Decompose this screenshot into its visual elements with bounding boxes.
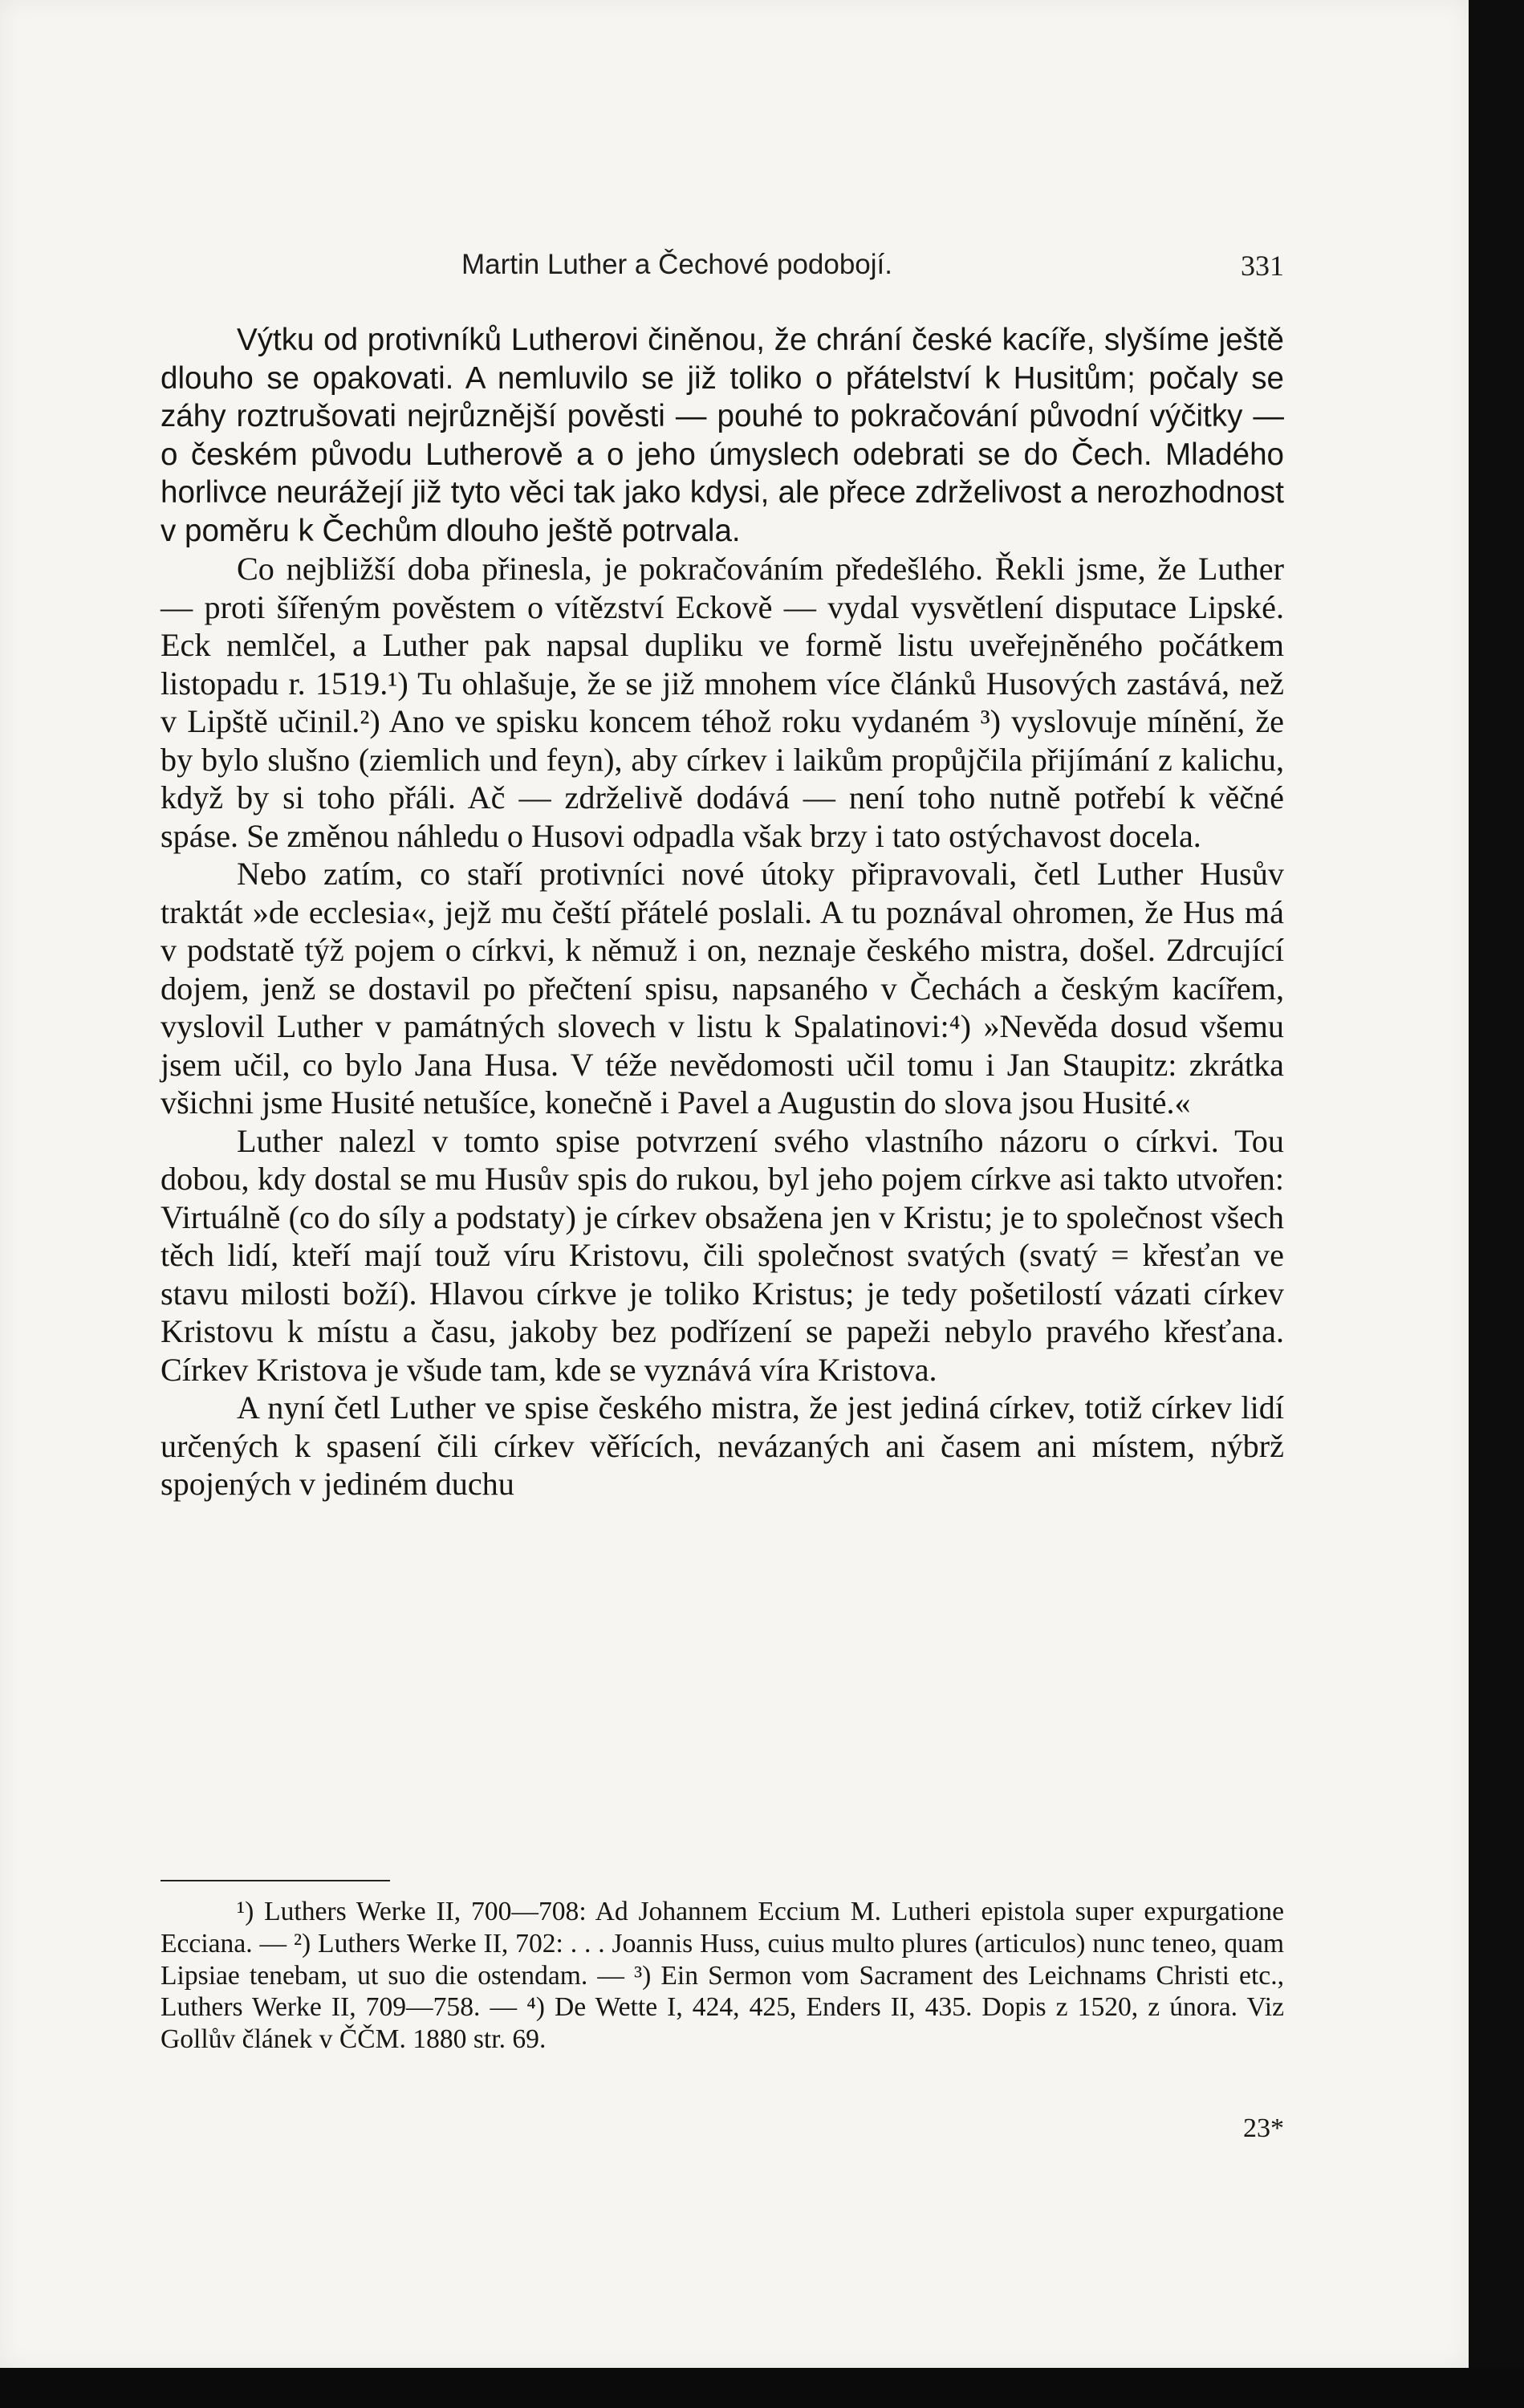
paragraph: Luther nalezl v tomto spise potvrzení svého vlastního názoru o církvi. Tou dobou, kdy dostal se mu Husův spis do rukou, byl jeho pojem církve asi takto utvořen: Virtuálně (co do síly a podstaty) je církev obsažena jen v Kristu; je to společnost všech těch lidí, kteří mají touž víru Kristovu, čili společnost svatých (svatý = křesťan ve stavu milosti boží). Hlavou církve je toliko Kristus; je tedy pošetilostí vázati církev Kristovu k místu a času, jakoby bez podřízení se papeži nebylo pravého křesťana. Církev Kristova je všude tam, kde se vyznává víra Kristova. <box>161 1122 1284 1388</box>
footnotes <box>161 1896 1284 2056</box>
paragraph: Výtku od protivníků Lutherovi činěnou, že chrání české kacíře, slyšíme ještě dlouho se opakovati. A nemluvilo se již toliko o přátelství k Husitům; počaly se záhy roztrušovati nejrůznější pověsti — pouhé to pokračování původní výčitky — o českém původu Lutherově a o jeho úmyslech odebrati se do Čech. Mladého horlivce neurážejí již tyto věci tak jako kdysi, ale přece zdrželivost a nerozhodnost v poměru k Čechům dlouho ještě potrvala. <box>161 323 1284 548</box>
page-number: 331 <box>1241 250 1284 282</box>
paragraph: Co nejbližší doba přinesla, je pokračováním předešlého. Řekli jsme, že Luther — proti šířeným pověstem o vítězství Eckově — vydal vysvětlení disputace Lipské. Eck nemlčel, a Luther pak napsal dupliku ve formě listu uveřejněného počátkem listopadu r. 1519.¹) Tu ohlašuje, že se již mnohem více článků Husových zastává, než v Lipště učinil.²) Ano ve spisku koncem téhož roku vydaném ³) vyslovuje mínění, že by bylo slušno (ziemlich und feyn), aby církev i laikům propůjčila přijímání z kalichu, když by si toho přáli. Ač — zdrželivě dodává — není toho nutně potřebí k věčné spáse. Se změnou náhledu o Husovi odpadla však brzy i tato ostýchavost docela. <box>161 551 1284 854</box>
scan-border-right <box>1469 0 1524 2408</box>
running-head <box>161 249 1284 297</box>
paragraph: Nebo zatím, co staří protivníci nové útoky připravovali, četl Luther Husův traktát »de ecclesia«, jejž mu čeští přátelé poslali. A tu poznával ohromen, že Hus má v podstatě týž pojem o církvi, k němuž i on, neznaje českého mistra, došel. Zdrcující dojem, jenž se dostavil po přečtení spisu, napsaného v Čechách a českým kacířem, vyslovil Luther v památných slovech v listu k Spalatinovi:⁴) »Nevěda dosud všemu jsem učil, co bylo Jana Husa. V téže nevědomosti učil tomu i Jan Staupitz: zkrátka všichni jsme Husité netušíce, konečně i Pavel a Augustin do slova jsou Husité.« <box>161 856 1284 1121</box>
signature-mark: 23* <box>1243 2113 1284 2143</box>
running-head-title: Martin Luther a Čechové podobojí. <box>461 249 892 280</box>
main-text <box>161 321 1284 1503</box>
footnote-divider <box>161 1880 390 1881</box>
paragraph: A nyní četl Luther ve spise českého mistra, že jest jediná církev, totiž církev lidí určených k spasení čili církev věřících, nevázaných ani časem ani místem, nýbrž spojených v jediném duchu <box>161 1389 1284 1502</box>
footnote-text: ¹) Luthers Werke II, 700—708: Ad Johannem Eccium M. Lutheri epistola super expurgatione Ecciana. — ²) Luthers Werke II, 702: . . . Joannis Huss, cuius multo plures (articulos) nunc teneo, quam Lipsiae tenebam, ut suo die ostendam. — ³) Ein Sermon vom Sacrament des Leichnams Christi etc., Luthers Werke II, 709—758. — ⁴) De Wette I, 424, 425, Enders II, 435. Dopis z 1520, z února. Viz Gollův článek v ČČM. 1880 str. 69. <box>161 1897 1284 2055</box>
scan-border-bottom <box>0 2368 1524 2408</box>
